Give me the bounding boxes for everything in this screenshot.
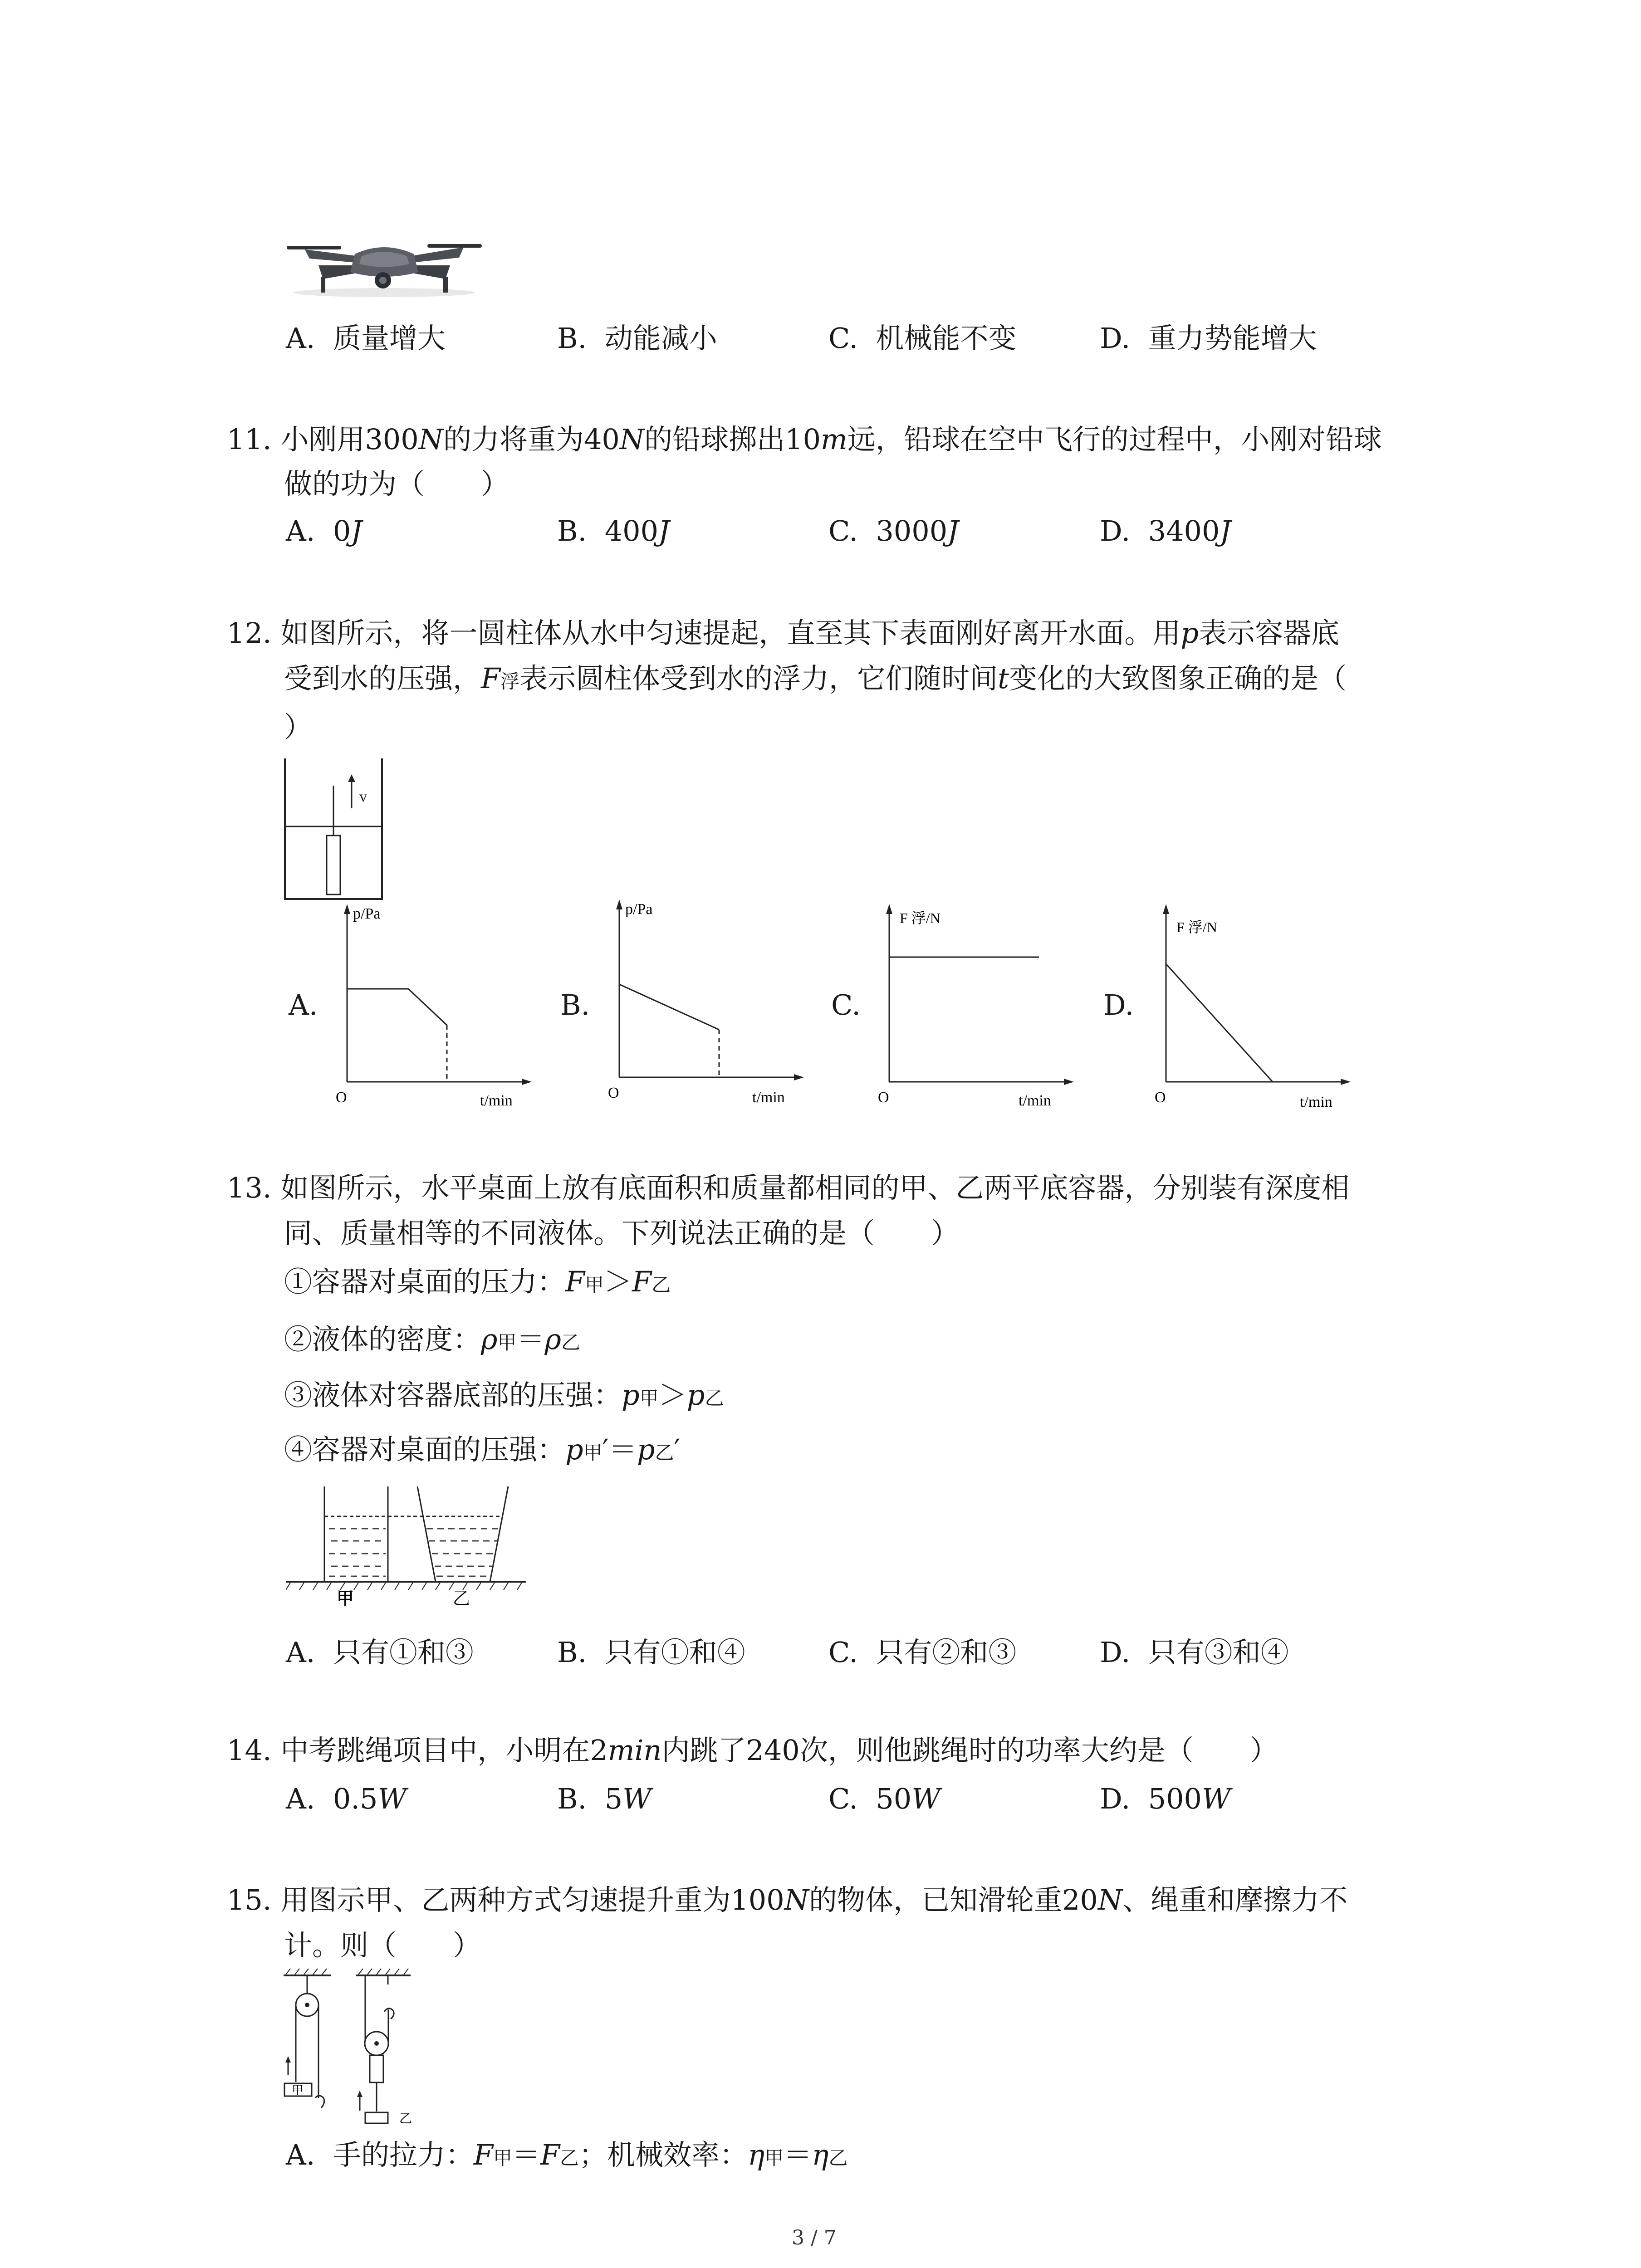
q14-option-a[interactable]: A. 0.5W bbox=[286, 1782, 407, 1815]
q13-option-c[interactable]: C. 只有②和③ bbox=[828, 1636, 1017, 1669]
graph-c-xlabel: t/min bbox=[1019, 1092, 1051, 1109]
q13-statement-4: ④容器对桌面的压强：p甲′＝p乙′ bbox=[284, 1433, 681, 1466]
q14-option-c[interactable]: C. 50W bbox=[828, 1782, 941, 1815]
drone-image bbox=[278, 222, 491, 299]
q13-option-b[interactable]: B. 只有①和④ bbox=[557, 1636, 745, 1669]
q14-line1: 14. 中考跳绳项目中，小明在2min内跳了240次，则他跳绳时的功率大约是（ ） bbox=[227, 1734, 1278, 1767]
graph-d-ylabel: F 浮/N bbox=[1176, 919, 1217, 935]
q13-option-d[interactable]: D. 只有③和④ bbox=[1100, 1636, 1289, 1669]
q12-graph-d-letter[interactable]: D. bbox=[1103, 988, 1134, 1022]
graph-c-origin: O bbox=[878, 1089, 889, 1106]
graph-b-ylabel: p/Pa bbox=[625, 901, 653, 918]
q12-line2: 受到水的压强，F浮表示圆柱体受到水的浮力，它们随时间t变化的大致图象正确的是（ bbox=[284, 662, 1347, 695]
graph-d-origin: O bbox=[1155, 1089, 1166, 1106]
q13-line2: 同、质量相等的不同液体。下列说法正确的是（ ） bbox=[284, 1217, 960, 1250]
q15-line2: 计。则（ ） bbox=[284, 1929, 481, 1962]
q13-statement-1: ①容器对桌面的压力：F甲＞F乙 bbox=[284, 1265, 671, 1298]
q11-line2: 做的功为（ ） bbox=[284, 467, 509, 500]
q13-line1: 13. 如图所示，水平桌面上放有底面积和质量都相同的甲、乙两平底容器，分别装有深度相 bbox=[227, 1171, 1350, 1204]
q11-line1: 11. 小刚用300N的力将重为40N的铅球掷出10m远，铅球在空中飞行的过程中，小刚对铅球 bbox=[227, 423, 1382, 456]
graph-a-xlabel: t/min bbox=[480, 1092, 513, 1109]
q12-graph-c-letter[interactable]: C. bbox=[831, 988, 861, 1022]
pulley-label-yi: 乙 bbox=[399, 2112, 412, 2126]
q10-option-d[interactable]: D. 重力势能增大 bbox=[1100, 322, 1317, 355]
q12-container-diagram bbox=[281, 758, 390, 904]
q12-graph-b bbox=[599, 896, 808, 1114]
q12-graph-a-letter[interactable]: A. bbox=[289, 988, 318, 1022]
q10-option-b[interactable]: B. 动能减小 bbox=[557, 322, 717, 355]
q13-statement-3: ③液体对容器底部的压强：p甲＞p乙 bbox=[284, 1378, 724, 1412]
q15-option-a[interactable]: A. 手的拉力：F甲＝F乙；机械效率：η甲＝η乙 bbox=[286, 2138, 848, 2171]
graph-b-xlabel: t/min bbox=[752, 1089, 785, 1106]
q13-statement-2: ②液体的密度：ρ甲＝ρ乙 bbox=[284, 1323, 580, 1356]
q13-containers-diagram bbox=[286, 1486, 526, 1608]
q14-option-b[interactable]: B. 5W bbox=[557, 1782, 652, 1815]
q14-option-d[interactable]: D. 500W bbox=[1100, 1782, 1231, 1815]
graph-b-origin: O bbox=[608, 1085, 619, 1101]
q11-option-a[interactable]: A. 0J bbox=[286, 514, 362, 547]
q12-graph-a bbox=[327, 900, 535, 1114]
label-jia: 甲 bbox=[337, 1589, 354, 1608]
page-number: 3 / 7 bbox=[792, 2226, 837, 2249]
q11-option-b[interactable]: B. 400J bbox=[557, 514, 670, 547]
q12-graph-c bbox=[869, 900, 1078, 1114]
q11-option-c[interactable]: C. 3000J bbox=[828, 514, 959, 547]
q12-line1: 12. 如图所示，将一圆柱体从水中匀速提起，直至其下表面刚好离开水面。用p表示容器底 bbox=[227, 616, 1340, 650]
graph-c-ylabel: F 浮/N bbox=[900, 910, 941, 926]
velocity-label: v bbox=[359, 788, 367, 805]
graph-a-origin: O bbox=[336, 1089, 347, 1106]
pulley-label-jia: 甲 bbox=[292, 2084, 304, 2097]
label-yi: 乙 bbox=[453, 1589, 470, 1608]
graph-a-ylabel: p/Pa bbox=[353, 905, 381, 922]
q12-line3: ） bbox=[284, 710, 313, 743]
q12-graph-b-letter[interactable]: B. bbox=[560, 988, 590, 1022]
graph-d-xlabel: t/min bbox=[1300, 1094, 1332, 1110]
q10-option-c[interactable]: C. 机械能不变 bbox=[828, 322, 1017, 355]
q10-option-a[interactable]: A. 质量增大 bbox=[286, 322, 446, 355]
q15-line1: 15. 用图示甲、乙两种方式匀速提升重为100N的物体，已知滑轮重20N、绳重和摩擦力不 bbox=[227, 1883, 1348, 1916]
q12-graph-d bbox=[1146, 900, 1354, 1118]
q13-option-a[interactable]: A. 只有①和③ bbox=[286, 1636, 474, 1669]
q11-option-d[interactable]: D. 3400J bbox=[1100, 514, 1231, 547]
q15-pulley-diagram bbox=[279, 1966, 442, 2130]
